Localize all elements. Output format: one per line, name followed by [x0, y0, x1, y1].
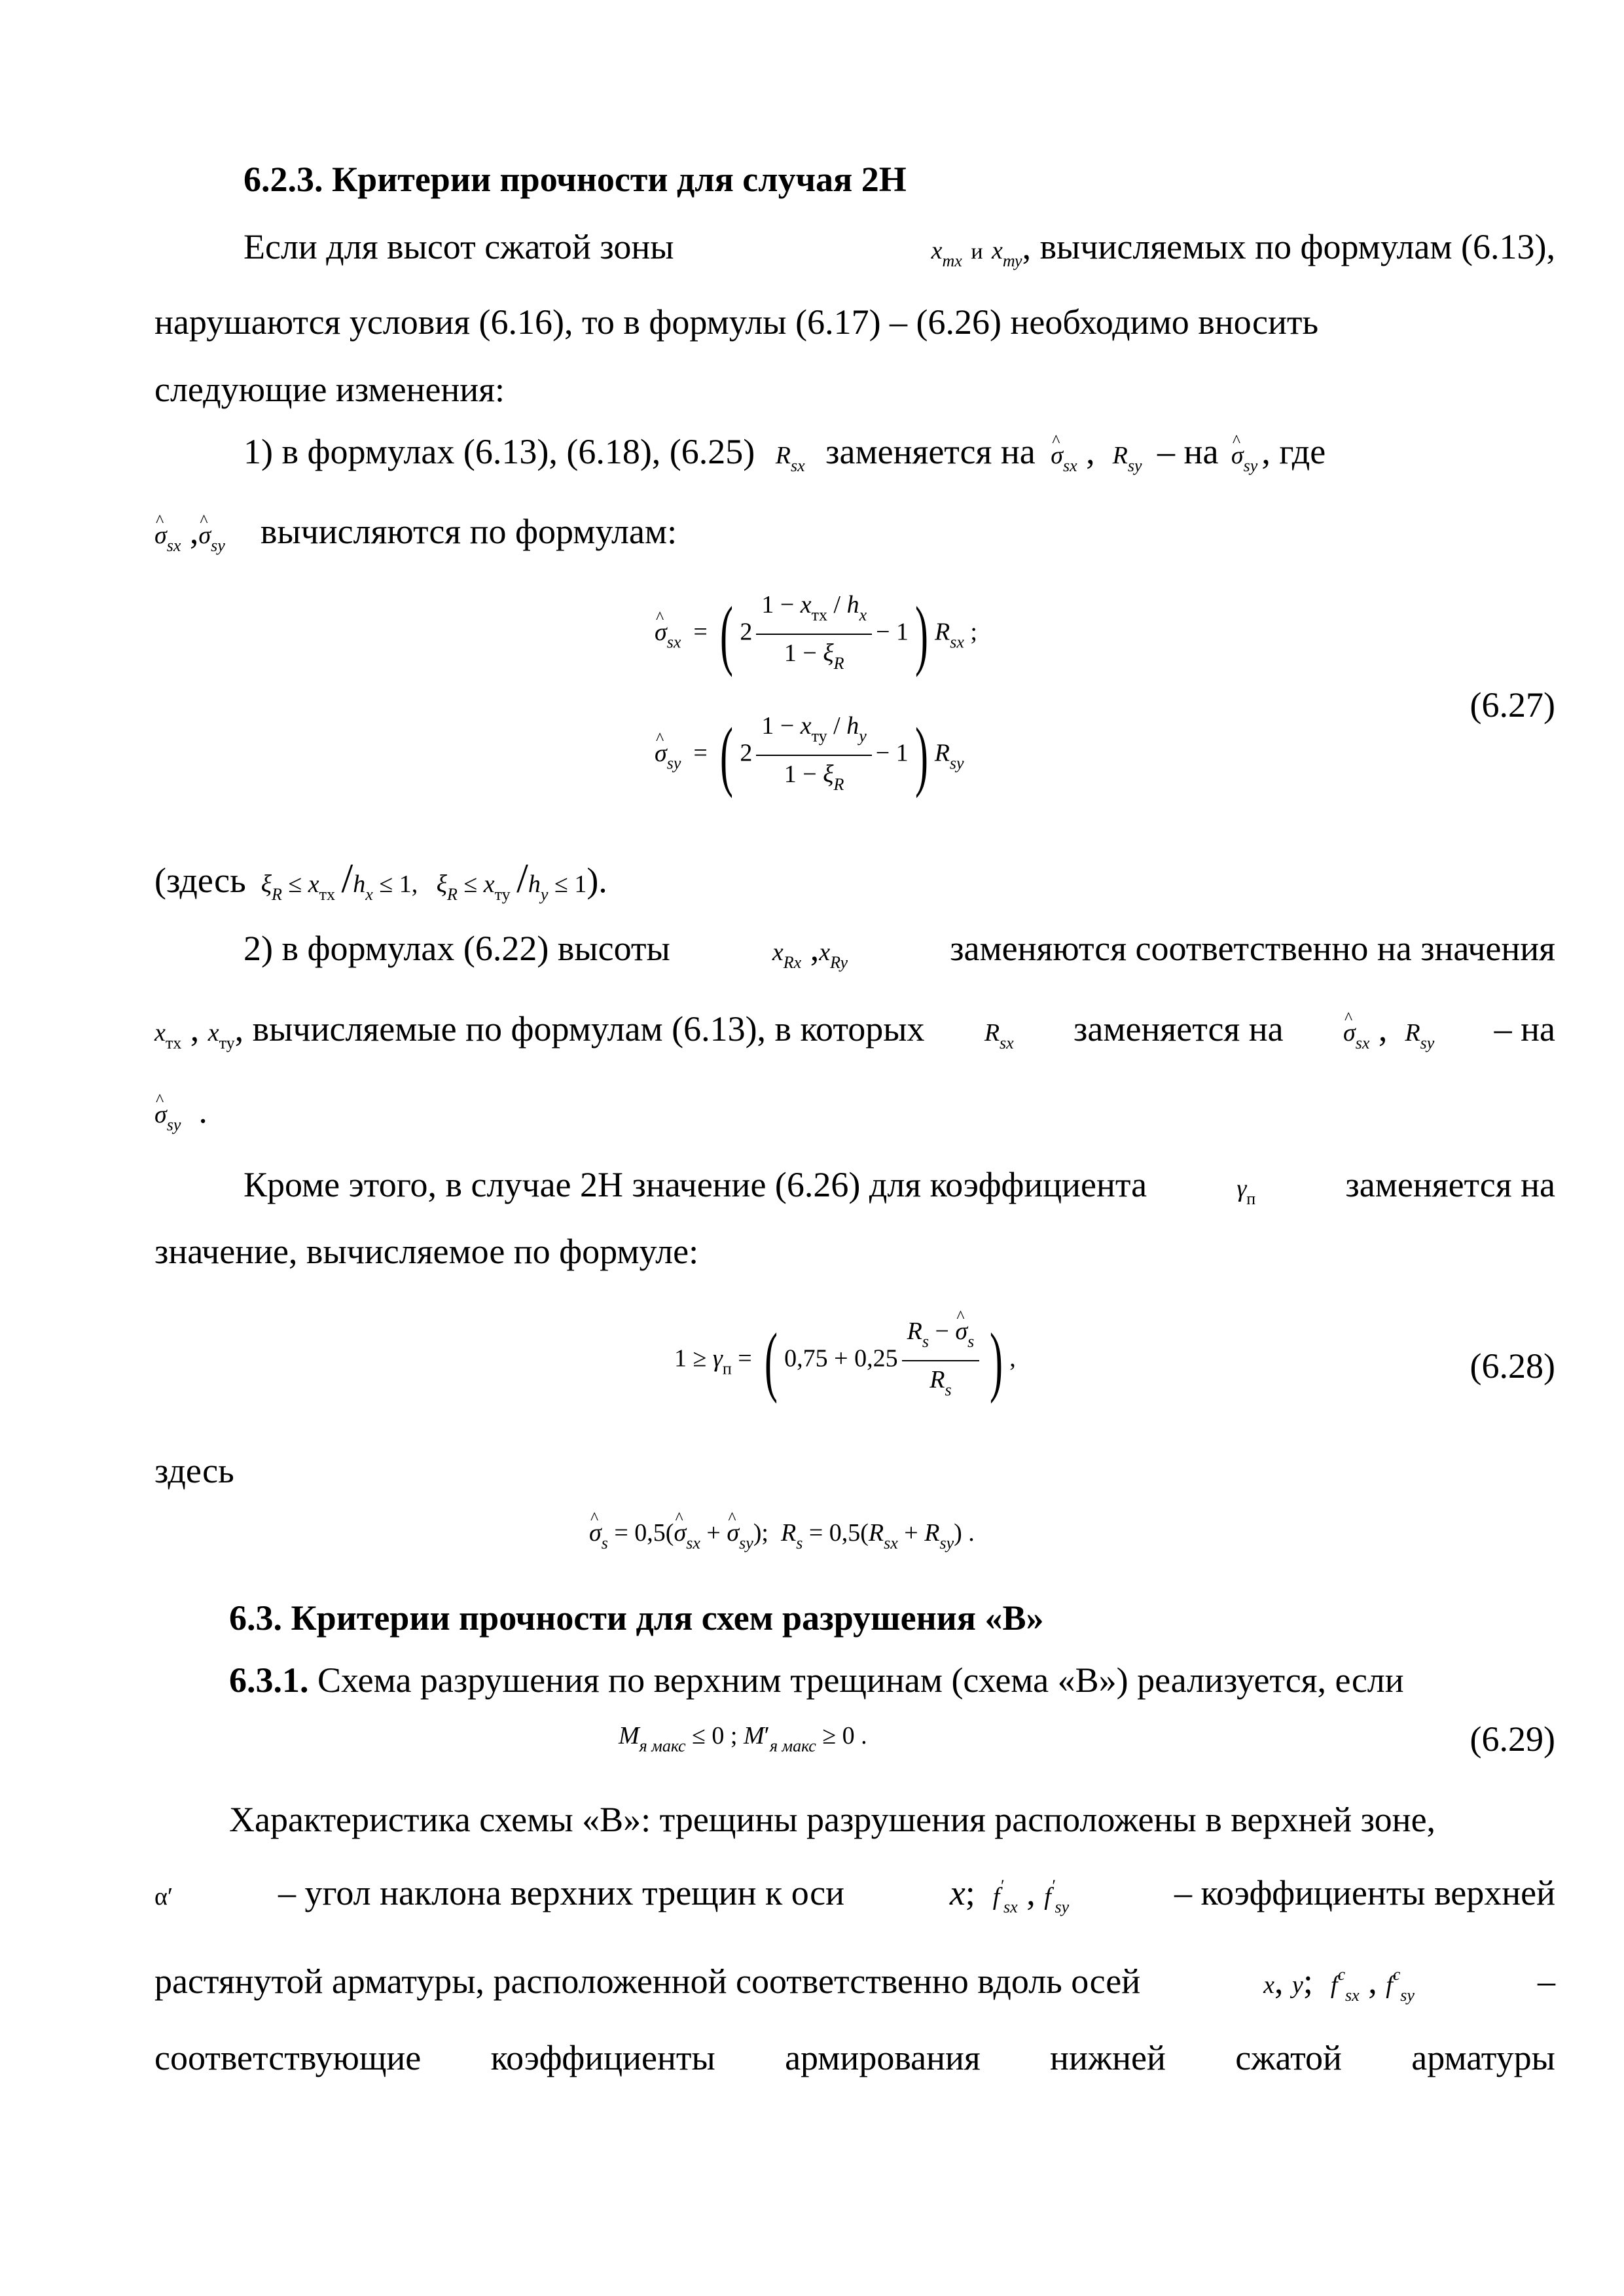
- equation-number-6-29: (6.29): [1470, 1719, 1555, 1759]
- formula-inline: $x_{тх}$ и $x_{ту}$, вычисляемых по формулам (6.13),: [931, 227, 1555, 270]
- text-fragment: заменяется на: [825, 432, 1036, 471]
- paragraph-3-line-2: $x_{тх}$ , $x_{ту}$, вычисляемые по формулам (6.13), в которых $R_{sx}$ заменяется на ^ $\sigma_{sx}$ , $R_{sy}$ – на: [154, 1008, 1555, 1064]
- word: коэффициенты: [490, 2038, 715, 2077]
- text-fragment: нарушаются условия (6.16), то в формулы (6.17) – (6.26) необходимо вносить: [154, 302, 1319, 342]
- equation-6-27-sy: ^ $\sigma_{sy}$ = ( 2 $\frac{1 - x_{ту} / h_y}{1 - \xi_R}$ − 1) $R_{sy}$: [655, 710, 964, 800]
- equation-number-6-27: (6.27): [1470, 685, 1555, 725]
- section-heading-623: 6.2.3. Критерии прочности для случая 2Н: [244, 160, 907, 199]
- paragraph-2-line-1: 1) в формулах (6.13), (6.18), (6.25) $R_{sx}$ заменяется на ^ $\sigma_{sx}$ , $R_{sy}$ – на ^ $\sigma_{sy}$ , где: [244, 431, 1555, 487]
- text-fragment: заменяется на: [1074, 1009, 1284, 1049]
- text-fragment: , вычисляемых по формулам (6.13),: [1022, 227, 1555, 266]
- text-fragment: – на: [1157, 432, 1219, 471]
- paragraph-1-line-1: [244, 226, 1555, 282]
- text-fragment: растянутой арматуры, расположенной соответственно вдоль осей: [154, 1962, 1141, 2001]
- paragraph-2-line-2: ^ $\sigma_{sx}$ ,^ $\sigma_{sy}$ вычисляются по формулам:: [154, 511, 1555, 567]
- paragraph-3-line-3: ^ $\sigma_{sy}$ .: [154, 1090, 1555, 1146]
- word: арматуры: [1411, 2038, 1555, 2077]
- text-fragment: –: [1537, 1962, 1555, 2001]
- equation-6-29: $M_{я макс} \le 0$ ; $M'_{я макс} \ge 0$ .: [619, 1722, 867, 1755]
- equation-6-28: $1 \ge \gamma_п$ = ( 0,75 + 0,25 $\frac{R_s - \^{} \sigma_s}{R_s}$ ) ,: [674, 1316, 1016, 1406]
- paragraph-3-line-1: 2) в формулах (6.22) высоты $x_{Rx}$ $,x_{Ry}$ заменяются соответственно на значения: [244, 929, 1555, 972]
- text-fragment: ).: [586, 861, 607, 900]
- paragraph-5-line-1: Характеристика схемы «В»: трещины разрушения расположены в верхней зоне,: [229, 1800, 1436, 1839]
- text-fragment: , вычисляемые по формулам (6.13), в которых: [234, 1009, 925, 1049]
- text-fragment: Кроме этого, в случае 2Н значение (6.26) для коэффициента: [244, 1165, 1147, 1204]
- paragraph-5-line-2: α′ – угол наклона верхних трещин к оси x; $f'_{sx}$ , $f'_{sy}$ – коэффициенты верхней: [154, 1873, 1555, 1916]
- paragraph-5-line-4: [154, 2037, 1555, 2079]
- text-fragment: Схема разрушения по верхним трещинам (схема «В») реализуется, если: [317, 1660, 1404, 1700]
- text-fragment: 2) в формулах (6.22) высоты: [244, 929, 670, 968]
- paragraph-5-line-3: растянутой арматуры, расположенной соответственно вдоль осей x, y; $f^c_{sx}$ , $f^c_{sy}$ –: [154, 1962, 1555, 2005]
- note-line: (здесь $\xi_R \le x_{тх}$ $/h_x \le 1$, $\xi_R \le x_{ту}$ $/h_y \le 1$).: [154, 855, 607, 904]
- section-631-line: [229, 1659, 1541, 1701]
- equation-6-27-sx: ^ $\sigma_{sx}$ = ( 2 $\frac{1 - x_{тх} / h_x}{1 - \xi_R}$ − 1) $R_{sx}$ ;: [655, 589, 977, 679]
- equation-sigma-s: ^ $\sigma_s$ = 0,5(^ $\sigma_{sx}$ + ^ $\sigma_{sy}$); $R_s = 0,5(R_{sx} + R_{sy})$ .: [589, 1517, 975, 1559]
- section-heading-63: 6.3. Критерии прочности для схем разрушения «В»: [229, 1598, 1044, 1638]
- text-fragment: – коэффициенты верхней: [1174, 1873, 1555, 1912]
- paragraph-1-line-3: следующие изменения:: [154, 370, 505, 409]
- text-fragment: Если для высот сжатой зоны: [244, 227, 674, 266]
- paragraph-4-line-1: Кроме этого, в случае 2Н значение (6.26) для коэффициента $\gamma_п$ заменяется на: [244, 1165, 1555, 1208]
- equation-number-6-28: (6.28): [1470, 1346, 1555, 1386]
- word: соответствующие: [154, 2038, 422, 2077]
- text-fragment: вычисляются по формулам:: [260, 512, 677, 551]
- word: сжатой: [1235, 2038, 1342, 2077]
- text-fragment: заменяются соответственно на значения: [950, 929, 1555, 968]
- section-631-number: 6.3.1.: [229, 1660, 309, 1700]
- paragraph-1-line-2: [154, 301, 1555, 343]
- text-fragment: (здесь: [154, 861, 246, 900]
- text-fragment: 1) в формулах (6.13), (6.18), (6.25): [244, 432, 755, 471]
- word: нижней: [1050, 2038, 1166, 2077]
- text-fragment: – на: [1494, 1009, 1555, 1049]
- text-fragment: – угол наклона верхних трещин к оси: [278, 1873, 844, 1912]
- paragraph-4-line-2: значение, вычисляемое по формуле:: [154, 1232, 699, 1271]
- text-fragment: , где: [1261, 432, 1326, 471]
- word: армирования: [785, 2038, 981, 2077]
- zdes-label: здесь: [154, 1451, 234, 1490]
- text-fragment: заменяется на: [1345, 1165, 1555, 1204]
